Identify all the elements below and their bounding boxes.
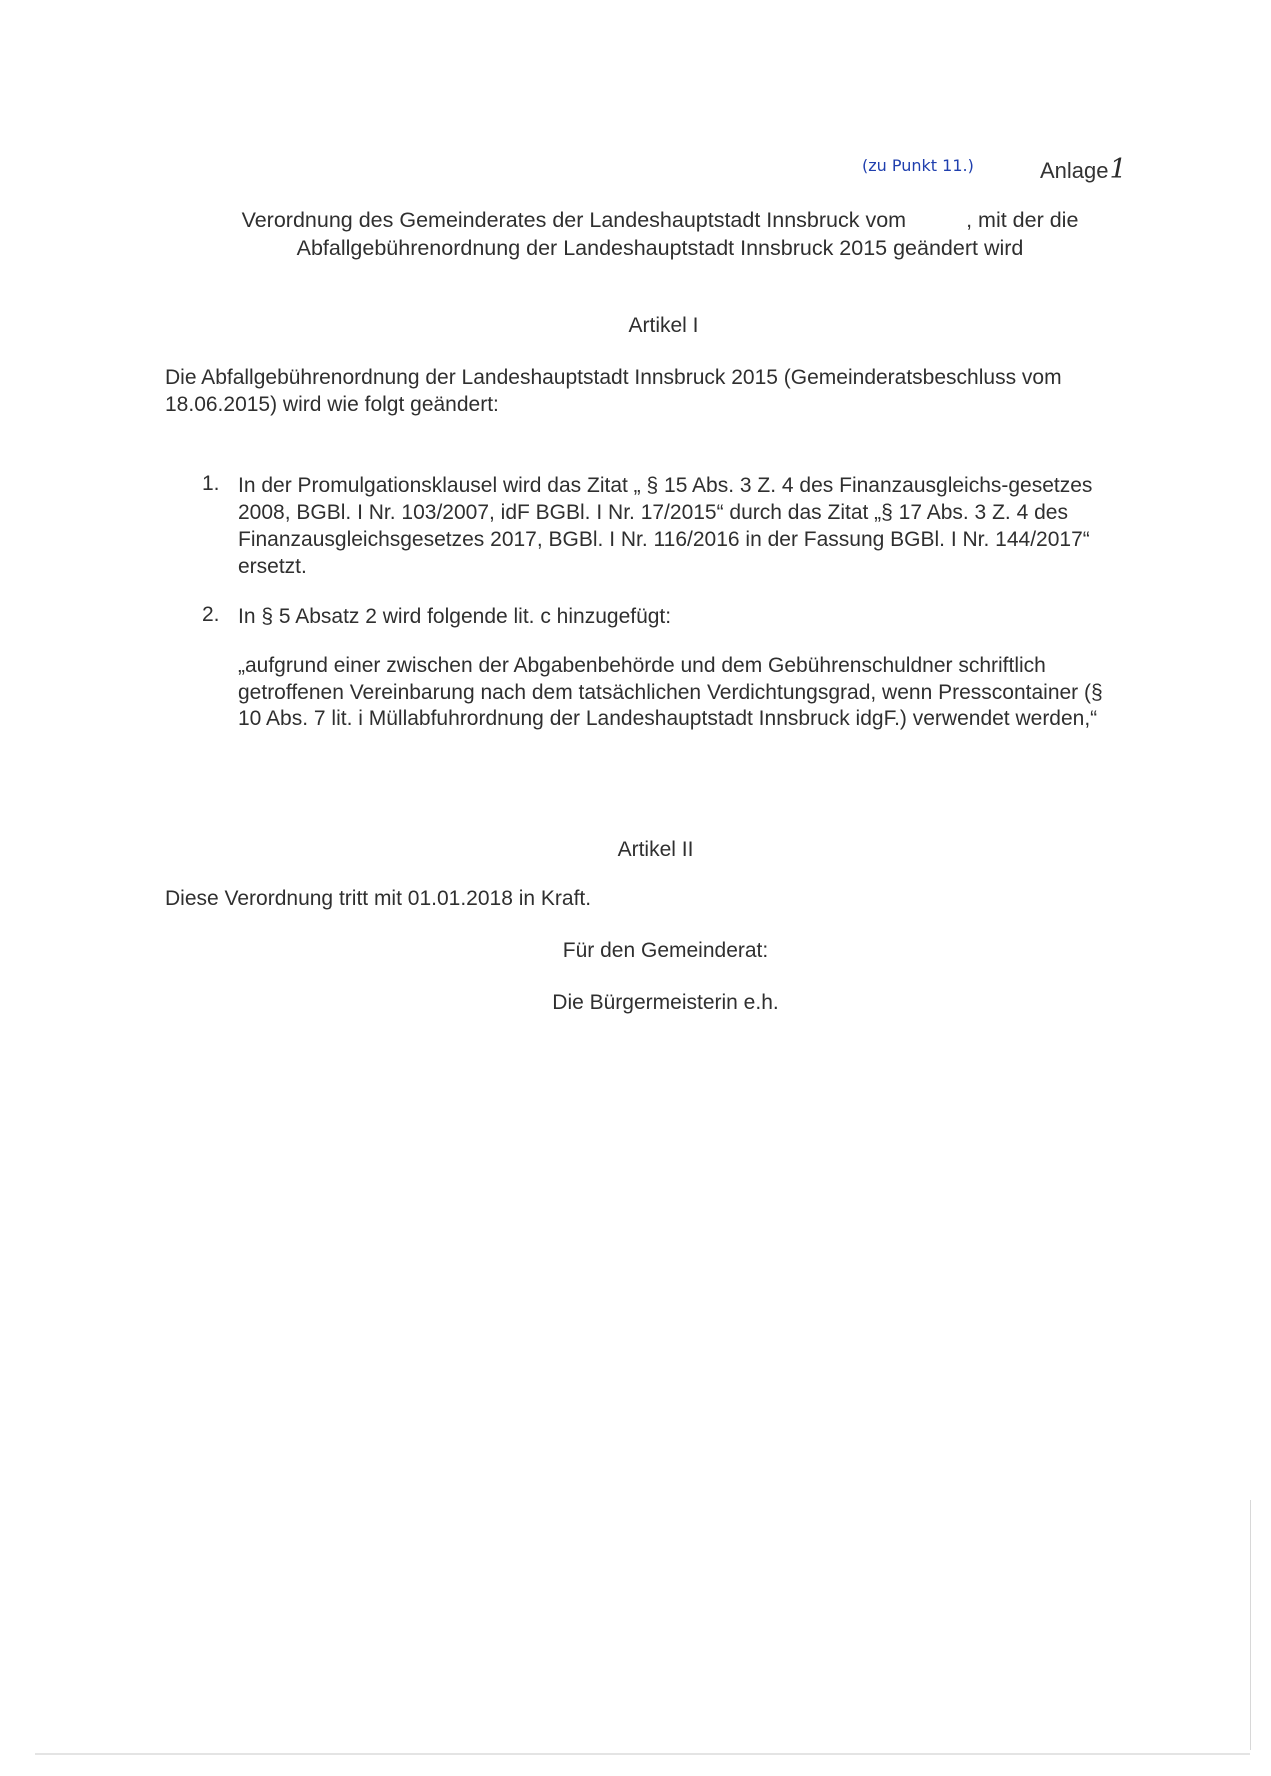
title-part-2: , mit der die (966, 208, 1079, 232)
scan-edge-bottom (35, 1753, 1250, 1755)
title-part-1: Verordnung des Gemeinderates der Landeshauptstadt Innsbruck vom (241, 208, 907, 232)
artikel-1-heading: Artikel I (628, 314, 699, 337)
artikel-1-intro: Die Abfallgebührenordnung der Landeshauptstadt Innsbruck 2015 (Gemeinderatsbeschluss vom 18.06.2015) wird wie folgt geändert: (165, 366, 1062, 416)
item-2-number: 2. (202, 603, 220, 626)
anlage-text: Anlage (1040, 158, 1109, 183)
anlage-label (1040, 154, 1127, 185)
item-1-text: In der Promulgationsklausel wird das Zitat „ § 15 Abs. 3 Z. 4 des Finanzausgleichs-gesetzes 2008, BGBl. I Nr. 103/2007, idF BGBl. I Nr. 17/2015“ durch das Zitat „§ 17 Abs. 3 Z. 4 des Finanzausgleichsgesetzes 2017, BGBl. I Nr. 116/2016 in der Fassung BGBl. I Nr. 144/2017“ ersetzt. (238, 474, 1093, 578)
artikel-2-heading: Artikel II (617, 838, 694, 861)
signature-line-2: Die Bürgermeisterin e.h. (552, 991, 779, 1014)
punkt-reference: (zu Punkt 11.) (862, 156, 974, 175)
item-2-quote: „aufgrund einer zwischen der Abgabenbehörde und dem Gebührenschuldner schriftlich getroffenen Vereinbarung nach dem tatsächlichen Verdichtungsgrad, wenn Presscontainer (§ 10 Abs. 7 lit. i Müllabfuhrordnung der Landeshauptstadt Innsbruck idgF.) verwendet werden,“ (238, 654, 1103, 730)
scan-edge-right (1250, 1500, 1251, 1750)
document-title-line-2: Abfallgebührenordnung der Landeshauptstadt Innsbruck 2015 geändert wird (296, 236, 1024, 260)
signature-line-1: Für den Gemeinderat: (562, 939, 769, 962)
artikel-2-text: Diese Verordnung tritt mit 01.01.2018 in Kraft. (165, 887, 592, 910)
anlage-number-handwritten: 1 (1109, 154, 1127, 185)
document-title-line-1 (160, 206, 1160, 234)
item-2-text: In § 5 Absatz 2 wird folgende lit. c hinzugefügt: (238, 605, 672, 628)
item-1-number: 1. (202, 472, 220, 495)
